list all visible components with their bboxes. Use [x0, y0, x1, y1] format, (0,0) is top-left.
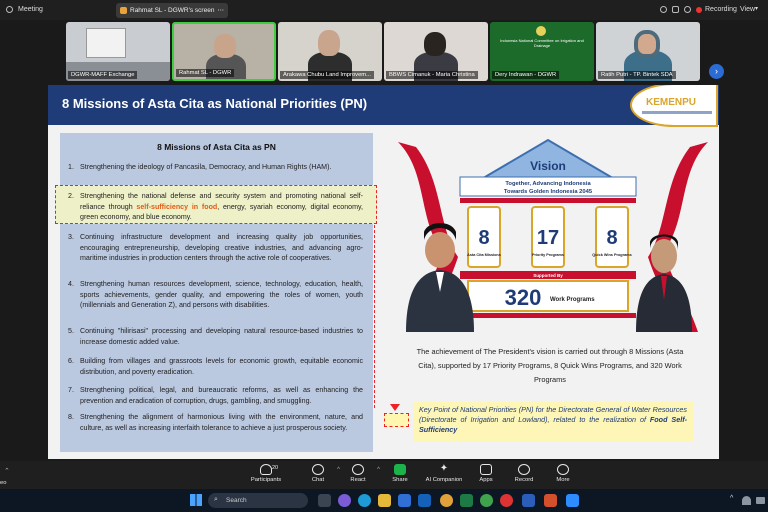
participant-name: Rahmat SL - DGWR [176, 69, 234, 77]
ai-companion-label: AI Companion [425, 477, 463, 483]
react-label: React [350, 477, 366, 483]
work-programs-value: 320 [504, 285, 542, 310]
mission-text: Strengthening the ideology of Pancasila, Democracy, and Human Rights (HAM). [80, 163, 332, 171]
more-button[interactable] [541, 464, 585, 483]
mission-text: Strengthening political, legal, and bureaucratic reforms, as well as enhancing the prevention and eradication of corruption, drugs, gambling, and smuggling. [80, 386, 363, 405]
record-button[interactable] [502, 464, 546, 483]
projector-screen [86, 28, 126, 58]
emblem-icon [536, 26, 546, 36]
participant-tile-active[interactable] [172, 22, 276, 81]
pillar-label: Quick Wins Programs [592, 253, 632, 257]
base-beam [460, 313, 636, 318]
mission-item [68, 162, 363, 173]
mission-item [68, 232, 363, 264]
search-icon: ⌕ [214, 496, 218, 503]
mission-number: 7. [68, 386, 74, 394]
taskview-icon[interactable] [318, 494, 331, 507]
participant-name: Dery Indrawan - DGWR [492, 71, 559, 79]
mission-text-pre: Strengthening the national defense and security system and promoting national self-reliance through [80, 192, 363, 211]
participants-label: Participants [250, 477, 282, 483]
pillar-label: Asta Cita Missions [467, 253, 501, 257]
participant-strip [0, 20, 768, 83]
wifi-icon[interactable] [742, 496, 751, 505]
participant-name: Ratih Putri - TP. Bintek SDA [598, 71, 676, 79]
tray-chevron-icon[interactable]: ^ [730, 495, 734, 502]
chrome-profile-icon[interactable] [480, 494, 493, 507]
participant-tile[interactable] [596, 22, 700, 81]
mission-item [68, 385, 363, 406]
mission-text: Strengthening human resources development, science, technology, education, health, sports achievements, gender quality, and empowering the roles of women, youth (millennials and Generation Z), and persons with disabilities. [80, 280, 363, 309]
connector-line [374, 225, 375, 408]
pillar-value: 17 [536, 227, 560, 249]
person-head [214, 34, 236, 58]
participant-name: Arakawa Chubu Land Improvem... [280, 71, 374, 79]
participants-button[interactable] [244, 464, 288, 483]
battery-icon[interactable] [756, 497, 765, 504]
taskbar-search[interactable] [208, 493, 308, 508]
apps-icon [480, 464, 492, 475]
mission-number: 1. [68, 163, 74, 171]
explorer-icon[interactable] [378, 494, 391, 507]
mission-item [68, 326, 363, 347]
react-button[interactable] [336, 464, 380, 483]
panel-title: 8 Missions of Asta Cita as PN [157, 142, 276, 152]
mission-number: 3. [68, 233, 74, 241]
mission-text: Strengthening the alignment of harmonious living with the environment, nature, and culture, as well as increasing interfaith tolerance to achieve a just prosperous society. [80, 413, 363, 432]
meeting-toolbar [0, 461, 768, 489]
mission-text: Continuing "hilirisasi" processing and developing natural resource-based industries to increase domestic added value. [80, 327, 363, 346]
view-chevron-icon[interactable]: ▾ [755, 6, 759, 12]
mission-item [68, 412, 363, 433]
slide-header [48, 85, 719, 125]
people-icon [260, 464, 272, 475]
person-head [424, 32, 446, 56]
mission-item [68, 191, 363, 223]
slide-title: 8 Missions of Asta Cita as National Priorities (PN) [62, 96, 368, 111]
chevron-right-icon: › [715, 66, 718, 76]
mission-text-post: , energy, syariah economy, digital economy, green economy, and blue economy. [80, 202, 363, 221]
zoom-icon[interactable] [566, 494, 579, 507]
participant-name: DGWR-MAFF Exchange [68, 71, 137, 79]
arrow-down-icon [390, 404, 400, 411]
participant-tile[interactable] [278, 22, 382, 81]
logo-text: KEMENPU [646, 97, 697, 108]
pillar-value: 8 [478, 227, 490, 249]
chat-button[interactable] [296, 464, 340, 483]
share-screen-icon [394, 464, 406, 475]
pillar-value: 8 [606, 227, 618, 249]
vice-president-portrait [636, 235, 692, 333]
vision-graphic [388, 132, 718, 342]
participant-name: BBWS Cimanuk - Maria Christina [386, 71, 478, 79]
mission-highlight: self-sufficiency in food [136, 202, 218, 211]
ellipsis-icon[interactable]: ⋯ [217, 7, 224, 14]
mission-item [68, 356, 363, 377]
person-head [634, 30, 660, 58]
outlook-icon[interactable] [418, 494, 431, 507]
shared-slide [48, 85, 719, 459]
view-button[interactable]: View [740, 6, 756, 13]
ministry-logo [630, 85, 718, 127]
info-icon[interactable] [660, 6, 667, 13]
record-label: Record [514, 477, 534, 483]
vision-subtitle1: Together, Advancing Indonesia [505, 181, 591, 187]
share-button[interactable] [378, 464, 422, 483]
vision-title: Vision [530, 159, 566, 173]
more-label: More [556, 477, 570, 483]
participants-count: 20 [272, 465, 279, 471]
meeting-topbar [0, 0, 768, 20]
chrome-icon[interactable] [440, 494, 453, 507]
audio-chevron-icon[interactable]: ⌃ [4, 468, 10, 475]
powerpoint-icon[interactable] [544, 494, 557, 507]
windows-taskbar [0, 489, 768, 512]
windows-start-icon[interactable] [190, 494, 202, 506]
store-icon[interactable] [398, 494, 411, 507]
share-label: Share [392, 477, 408, 483]
edge-icon[interactable] [358, 494, 371, 507]
screen-share-badge[interactable] [116, 3, 228, 18]
more-icon [557, 464, 569, 475]
share-icon [120, 7, 127, 14]
participant-tile[interactable] [384, 22, 488, 81]
chat-chevron-icon[interactable]: ^ [337, 467, 340, 473]
chat-icon [312, 464, 324, 475]
vision-subtitle2: Towards Golden Indonesia 2045 [503, 189, 593, 195]
react-chevron-icon[interactable]: ^ [377, 467, 380, 473]
connector-target-box [384, 413, 409, 427]
mission-number: 4. [68, 280, 74, 288]
pillar-label: Priority Programs [531, 253, 565, 257]
shield-icon [6, 6, 13, 13]
copilot-icon[interactable] [338, 494, 351, 507]
participant-tile[interactable] [490, 22, 594, 81]
sparkle-icon: ✦ [439, 463, 449, 474]
vision-caption: The achievement of The President's vision is carried out through 8 Missions (Asta Cita), supported by 17 Priority Programs, 8 Quick Wins Programs, and 320 Work Programs [416, 347, 684, 384]
work-programs-box [468, 281, 628, 311]
record-icon [518, 464, 530, 475]
word-icon[interactable] [522, 494, 535, 507]
next-page-button[interactable] [709, 64, 724, 79]
mission-number: 8. [68, 413, 74, 421]
keypoint-text: Key Point of National Priorities (PN) for the Directorate General of Water Resources (Directorate of Irrigation and Lowland), related to the realization of [419, 405, 687, 424]
ai-companion-button[interactable] [422, 464, 466, 483]
search-placeholder: Search [226, 497, 247, 504]
recording-icon [696, 7, 702, 13]
security-icon[interactable] [672, 6, 679, 13]
mission-number: 2. [68, 192, 74, 200]
mission-text: Building from villages and grassroots levels for economic growth, equitable economic distribution, and poverty eradication. [80, 357, 363, 376]
react-icon [352, 464, 364, 475]
app-title: Meeting [18, 6, 43, 13]
keypoint-box [413, 402, 693, 442]
mission-item [68, 279, 363, 311]
tile-slide-text: Indonesia National Committee on Irrigation and Drainage [500, 38, 584, 48]
logo-subtitle-bar [642, 111, 712, 114]
work-programs-label: Work Programs [550, 297, 595, 303]
excel-icon[interactable] [460, 494, 473, 507]
gear-icon[interactable] [684, 6, 691, 13]
mission-number: 5. [68, 327, 74, 335]
chat-label: Chat [311, 477, 325, 483]
share-label: Rahmat SL - DGWR's screen [130, 7, 215, 14]
supported-by-label: Supported By [533, 273, 563, 278]
roof-beam [460, 198, 636, 203]
person-head [318, 30, 340, 56]
video-label-fragment: eo [0, 480, 7, 486]
mission-text [80, 191, 363, 223]
mission-number: 6. [68, 357, 74, 365]
recording-label[interactable]: Recording [705, 6, 737, 13]
participant-tile[interactable] [66, 22, 170, 81]
keypoint-bold: Food Self-Sufficiency [419, 415, 687, 434]
browser-icon[interactable] [500, 494, 513, 507]
apps-label: Apps [479, 477, 493, 483]
mission-text: Continuing infrastructure development and increasing quality job opportunities, encouraging entrepreneurship, developing creative industries, and advancing agro-maritime industries in production centers through the active role of cooperatives. [80, 233, 363, 262]
